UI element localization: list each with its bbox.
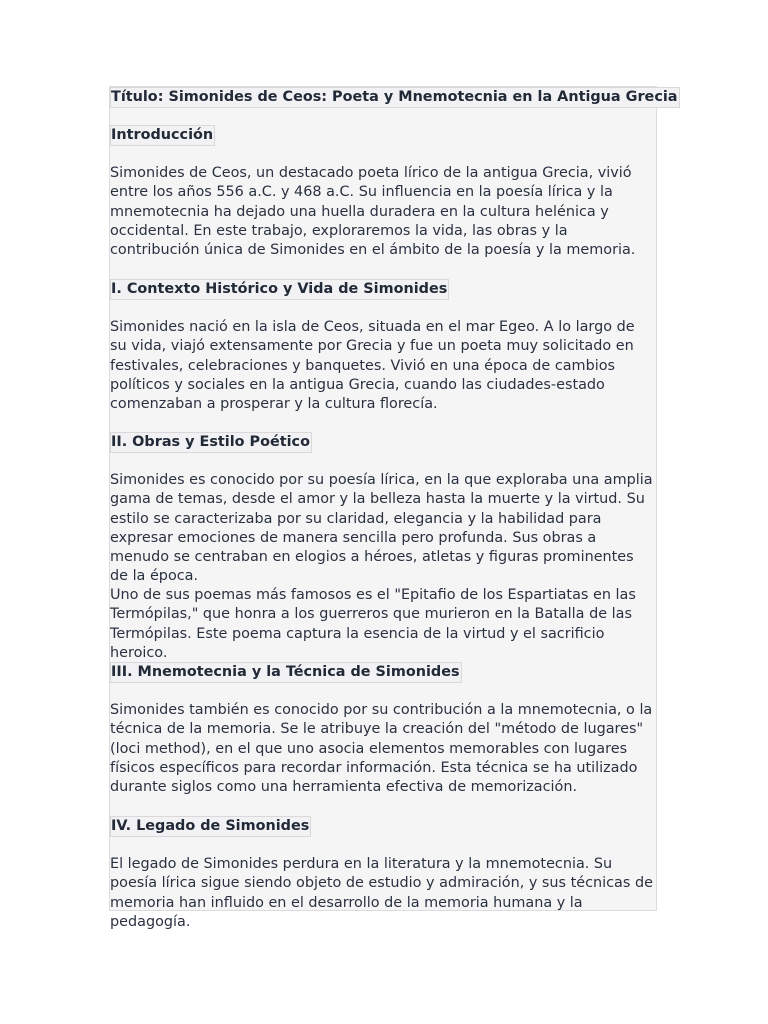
paragraph: Simonides nació en la isla de Ceos, situada en el mar Egeo. A lo largo de su vida, viajó extensamente por Grecia y fue un poeta muy solicitado en festivales, celebraciones y banquetes. Vivió en una época de cambios políticos y sociales en la antigua Grecia, cuando las ciudades-estado comenzaban a prosperar y la cultura florecía. (110, 319, 635, 413)
section-heading-mnemotecnia: III. Mnemotecnia y la Técnica de Simonides (110, 662, 462, 683)
section-heading-legado: IV. Legado de Simonides (110, 816, 311, 837)
section-heading-introduccion: Introducción (110, 125, 215, 146)
document-title-block (110, 87, 678, 108)
section-body (110, 855, 654, 932)
document-page (109, 86, 678, 930)
section-heading-block (110, 662, 654, 683)
section-heading-obras-estilo: II. Obras y Estilo Poético (110, 432, 312, 453)
section-heading-block (110, 125, 654, 146)
paragraph: El legado de Simonides perdura en la literatura y la mnemotecnia. Su poesía lírica sigue siendo objeto de estudio y admiración, y sus técnicas de memoria han influido en el desarrollo de la memoria humana y la pedagogía. (110, 856, 653, 930)
section-heading-block (110, 279, 654, 300)
paragraph: Uno de sus poemas más famosos es el "Epitafio de los Espartiatas en las Termópilas," que honra a los guerreros que murieron en la Batalla de las Termópilas. Este poema captura la esencia de la virtud y el sacrificio heroico. (110, 587, 636, 661)
section-body (110, 318, 654, 414)
document-title: Título: Simonides de Ceos: Poeta y Mnemotecnia en la Antigua Grecia (110, 87, 680, 108)
section-body (110, 586, 654, 663)
section-heading-block (110, 816, 654, 837)
section-heading-block (110, 432, 654, 453)
section-body (110, 164, 654, 260)
section-body (110, 471, 654, 587)
section-heading-contexto-historico: I. Contexto Histórico y Vida de Simonides (110, 279, 449, 300)
section-body (110, 701, 654, 797)
paragraph: Simonides es conocido por su poesía lírica, en la que exploraba una amplia gama de temas, desde el amor y la belleza hasta la muerte y la virtud. Su estilo se caracterizaba por su claridad, elegancia y la habilidad para expresar emociones de manera sencilla pero profunda. Sus obras a menudo se centraban en elogios a héroes, atletas y figuras prominentes de la época. (110, 472, 653, 585)
paragraph: Simonides de Ceos, un destacado poeta lírico de la antigua Grecia, vivió entre los años 556 a.C. y 468 a.C. Su influencia en la poesía lírica y la mnemotecnia ha dejado una huella duradera en la cultura helénica y occidental. En este trabajo, exploraremos la vida, las obras y la contribución única de Simonides en el ámbito de la poesía y la memoria. (110, 165, 636, 259)
paragraph: Simonides también es conocido por su contribución a la mnemotecnia, o la técnica de la memoria. Se le atribuye la creación del "método de lugares" (loci method), en el que uno asocia elementos memorables con lugares físicos específicos para recordar información. Esta técnica se ha utilizado durante siglos como una herramienta efectiva de memorización. (110, 702, 653, 796)
